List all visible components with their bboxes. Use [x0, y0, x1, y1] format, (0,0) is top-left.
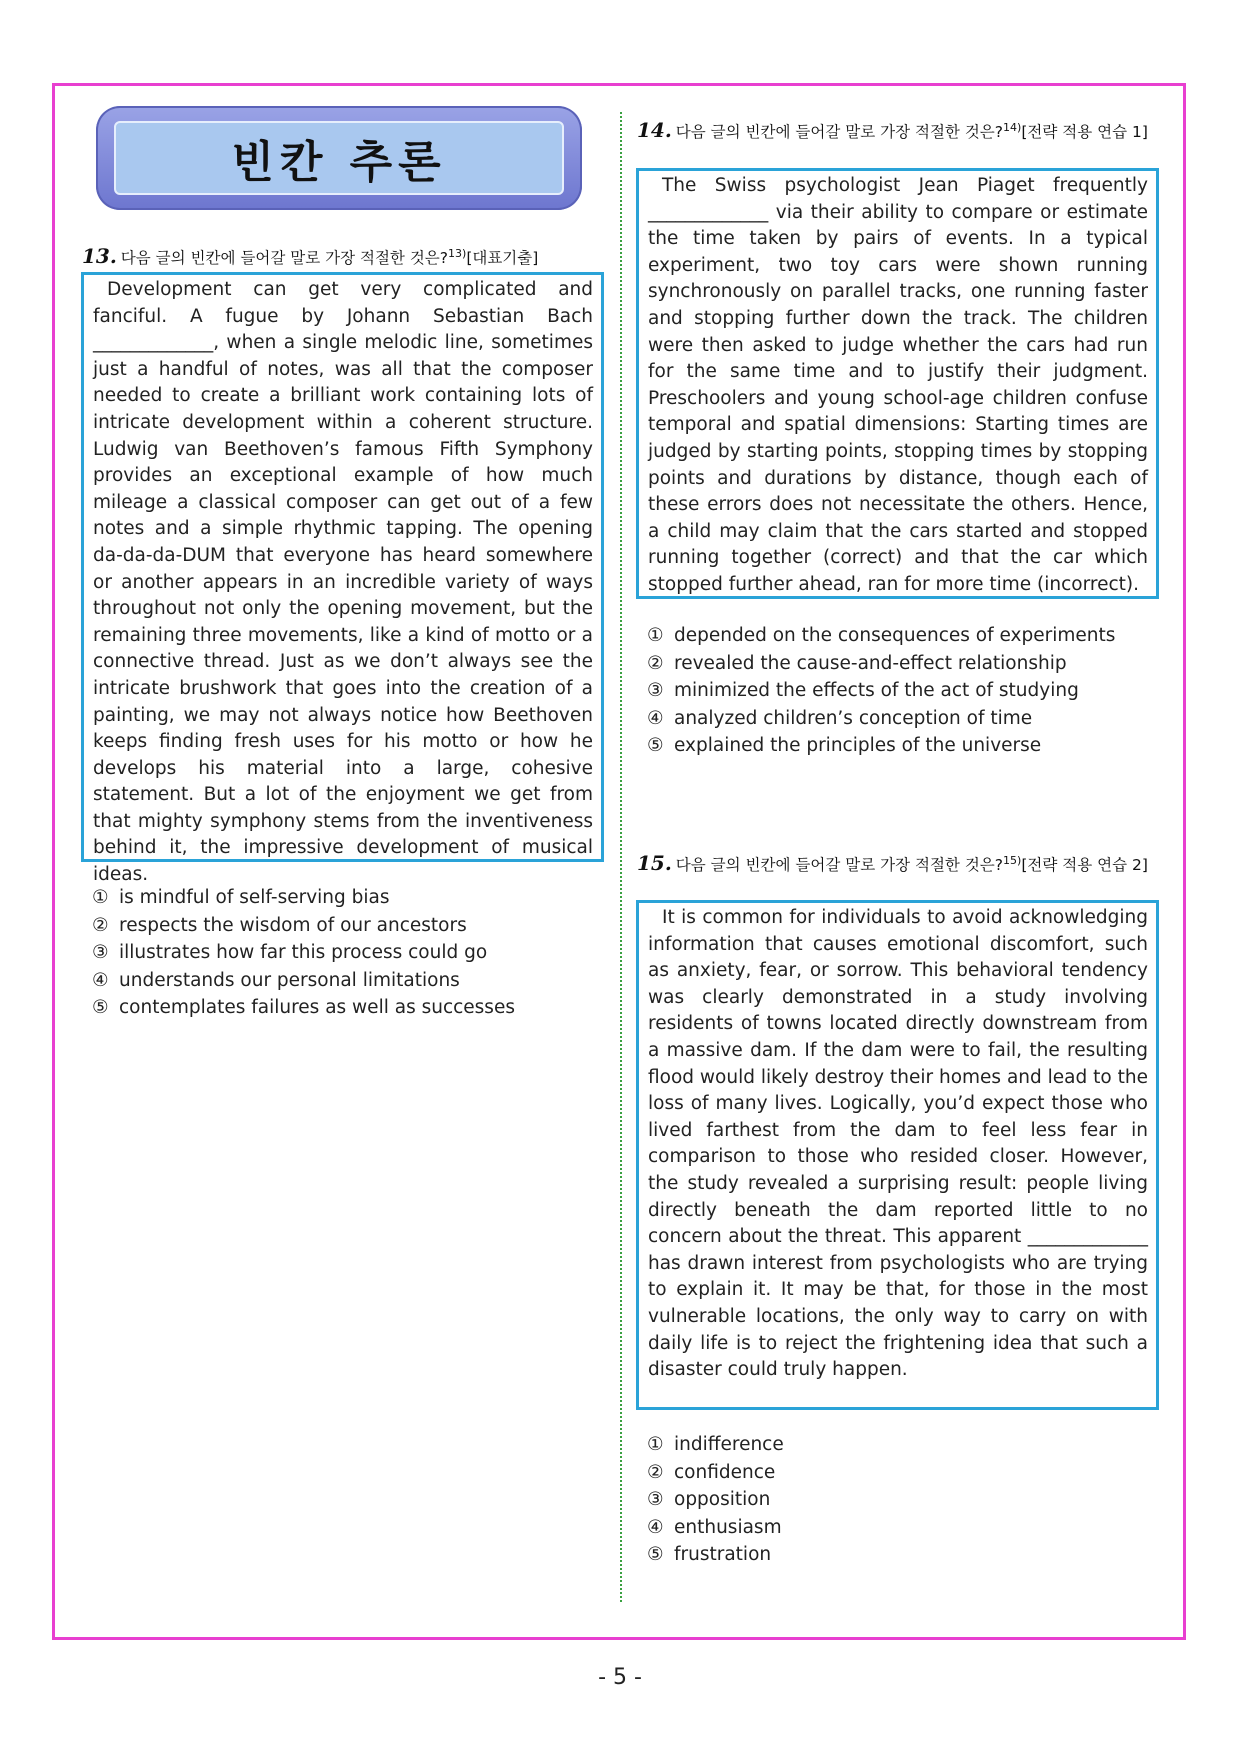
- question-14-number: 14.: [637, 118, 672, 143]
- question-14-option-5[interactable]: [647, 732, 1157, 760]
- section-title-banner: [96, 106, 582, 210]
- option-text: depended on the consequences of experiments: [674, 625, 1116, 646]
- question-14-option-2[interactable]: [647, 650, 1157, 678]
- option-text: analyzed children’s conception of time: [674, 707, 1033, 729]
- question-13-option-2[interactable]: [92, 912, 612, 940]
- question-13-passage-box: [81, 272, 604, 886]
- question-13-options: [92, 884, 612, 1022]
- option-marker: ③: [647, 680, 664, 702]
- option-text: confidence: [674, 1461, 776, 1483]
- option-text: minimized the effects of the act of studying: [674, 680, 1079, 702]
- option-marker: ③: [647, 1489, 664, 1511]
- page-number: - 5 -: [598, 1665, 642, 1690]
- question-13-number: 13.: [82, 244, 117, 269]
- option-text: contemplates failures as well as successes: [119, 997, 515, 1019]
- question-15-footnote: 15): [1003, 854, 1022, 867]
- question-13-option-1[interactable]: [92, 884, 612, 912]
- option-marker: ①: [92, 887, 109, 908]
- option-marker: ⑤: [647, 735, 664, 757]
- option-marker: ④: [647, 707, 664, 729]
- question-14-option-1[interactable]: [647, 622, 1157, 650]
- question-15-tag: [전략 적용 연습 2]: [1021, 856, 1148, 875]
- section-title: 빈칸 추론: [231, 137, 447, 188]
- option-marker: ①: [647, 1434, 664, 1455]
- question-14-tag: [전략 적용 연습 1]: [1021, 123, 1148, 142]
- column-divider: [620, 112, 622, 1602]
- question-13-option-4[interactable]: [92, 967, 612, 995]
- option-text: explained the principles of the universe: [674, 735, 1042, 757]
- option-marker: ⑤: [647, 1544, 664, 1566]
- question-13-footnote: 13): [448, 247, 467, 260]
- question-15-option-2[interactable]: [647, 1459, 1157, 1487]
- question-15-header: [637, 850, 1162, 876]
- option-text: frustration: [674, 1544, 772, 1566]
- question-14-options: [647, 622, 1157, 760]
- question-15-options: [647, 1431, 1157, 1569]
- section-title-box: [114, 121, 564, 195]
- option-marker: ②: [647, 1461, 664, 1483]
- option-text: is mindful of self-serving bias: [119, 887, 390, 908]
- question-15-option-3[interactable]: [647, 1486, 1157, 1514]
- question-14-passage: The Swiss psychologist Jean Piaget frequently _____________ via their ability to compare or estimate the time taken by pairs of events. In a typical experiment, two toy cars were shown running synchronously on parallel tracks, one running faster and stopping further down the track. The children were then asked to judge whether the cars had run for the same time and to justify their judgment. Preschoolers and young school-age children confuse temporal and spatial dimensions: Starting times are judged by starting points, stopping times by stopping points and durations by distance, though each of these errors does not necessitate the others. Hence, a child may claim that the cars started and stopped running together (correct) and that the car which stopped further ahead, ran for more time (incorrect).: [648, 175, 1148, 595]
- option-text: opposition: [674, 1489, 771, 1511]
- option-text: revealed the cause-and-effect relationship: [674, 652, 1067, 674]
- option-marker: ②: [647, 652, 664, 674]
- question-15-number: 15.: [637, 851, 672, 876]
- question-13-prompt: 다음 글의 빈칸에 들어갈 말로 가장 적절한 것은?: [120, 249, 449, 268]
- option-marker: ③: [92, 942, 109, 964]
- question-15-option-5[interactable]: [647, 1541, 1157, 1569]
- option-text: understands our personal limitations: [119, 969, 460, 991]
- question-15-option-1[interactable]: [647, 1431, 1157, 1459]
- question-13-option-3[interactable]: [92, 939, 612, 967]
- question-15-prompt: 다음 글의 빈칸에 들어갈 말로 가장 적절한 것은?: [675, 856, 1004, 875]
- option-marker: ④: [647, 1516, 664, 1538]
- option-text: respects the wisdom of our ancestors: [119, 914, 467, 936]
- question-14-option-3[interactable]: [647, 677, 1157, 705]
- question-14-option-4[interactable]: [647, 705, 1157, 733]
- question-15-passage: It is common for individuals to avoid acknowledging information that causes emotional discomfort, such as anxiety, fear, or sorrow. This behavioral tendency was clearly demonstrated in a study involving residents of towns located directly downstream from a massive dam. If the dam were to fail, the resulting flood would likely destroy their homes and lead to the loss of many lives. Logically, you’d expect those who lived farthest from the dam to feel less fear in comparison to those who resided closer. However, the study revealed a surprising result: people living directly beneath the dam reported little to no concern about the threat. This apparent _____________ has drawn interest from psychologists who are trying to explain it. It may be that, for those in the most vulnerable locations, the only way to carry on with daily life is to reject the frightening idea that such a disaster could truly happen.: [648, 907, 1148, 1381]
- question-15-option-4[interactable]: [647, 1514, 1157, 1542]
- question-14-prompt: 다음 글의 빈칸에 들어갈 말로 가장 적절한 것은?: [675, 123, 1004, 142]
- question-14-header: [637, 117, 1162, 143]
- question-14-passage-box: [636, 168, 1159, 599]
- option-text: indifference: [674, 1434, 784, 1455]
- option-text: illustrates how far this process could go: [119, 942, 488, 964]
- option-marker: ②: [92, 914, 109, 936]
- option-text: enthusiasm: [674, 1516, 782, 1538]
- question-13-tag: [대표기출]: [466, 249, 539, 268]
- question-15-passage-box: [636, 900, 1159, 1410]
- question-13-passage: Development can get very complicated and fanciful. A fugue by Johann Sebastian Bach _____________, when a single melodic line, sometimes just a handful of notes, was all that the composer needed to create a brilliant work containing lots of intricate development within a coherent structure. Ludwig van Beethoven’s famous Fifth Symphony provides an exceptional example of how much mileage a classical composer can get out of a few notes and a simple rhythmic tapping. The opening da-da-da-DUM that everyone has heard somewhere or another appears in an incredible variety of ways throughout not only the opening movement, but the remaining three movements, like a kind of motto or a connective thread. Just as we don’t always see the intricate brushwork that goes into the creation of a painting, we may not always notice how Beethoven keeps finding fresh uses for his motto or how he develops his material into a large, cohesive statement. But a lot of the enjoyment we get from that mighty symphony stems from the inventiveness behind it, the impressive development of musical ideas.: [93, 279, 593, 886]
- question-14-footnote: 14): [1003, 121, 1022, 134]
- option-marker: ①: [647, 625, 664, 646]
- question-13-header: [82, 243, 622, 269]
- option-marker: ④: [92, 969, 109, 991]
- question-13-option-5[interactable]: [92, 994, 612, 1022]
- option-marker: ⑤: [92, 997, 109, 1019]
